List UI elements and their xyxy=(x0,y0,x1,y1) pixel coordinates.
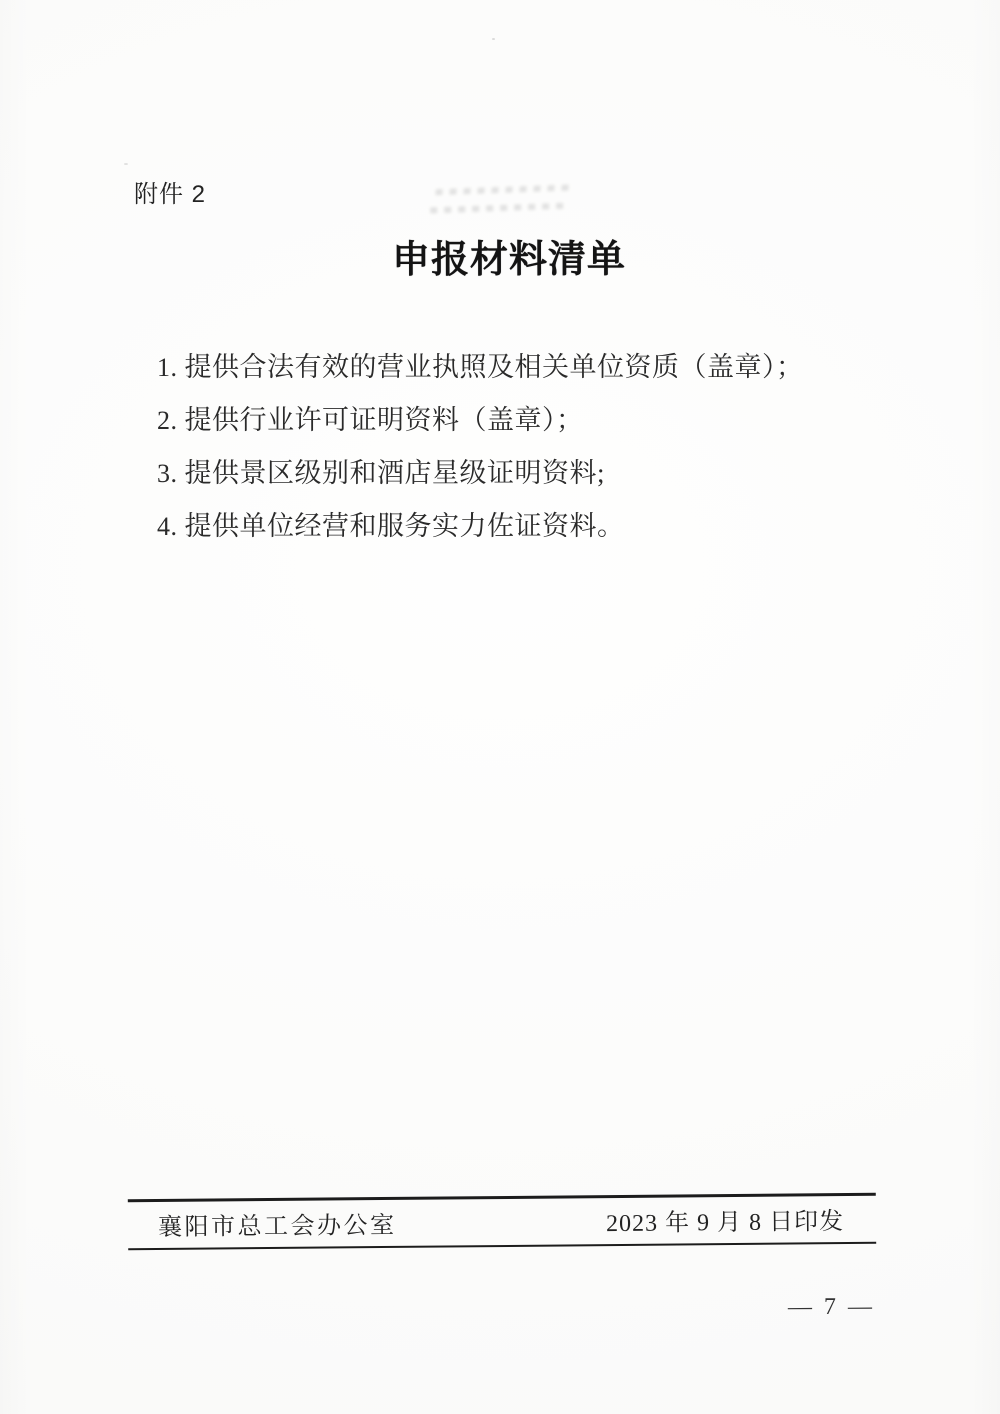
document-title: 申报材料清单 xyxy=(391,238,627,282)
list-item xyxy=(157,405,804,436)
scan-speck xyxy=(492,38,495,40)
footer-row xyxy=(128,1195,876,1248)
list-item-text: 提供合法有效的营业执照及相关单位资质（盖章）； xyxy=(184,352,804,382)
list-item-text: 提供行业许可证明资料（盖章）； xyxy=(184,405,584,435)
list-item-number: 1. xyxy=(157,353,178,382)
list-item xyxy=(157,352,804,383)
footer-block xyxy=(128,1193,876,1251)
attachment-label: 附件 2 xyxy=(134,181,207,208)
scan-speck xyxy=(124,163,128,165)
list-item-text: 提供景区级别和酒店星级证明资料; xyxy=(184,458,606,488)
materials-list xyxy=(157,352,804,564)
list-item xyxy=(157,511,804,542)
list-item-text: 提供单位经营和服务实力佐证资料。 xyxy=(184,511,625,541)
ink-bleed-smudge xyxy=(429,181,570,226)
print-date: 2023 年 9 月 8 日印发 xyxy=(605,1209,845,1238)
page-number: — 7 — xyxy=(787,1293,876,1321)
list-item xyxy=(157,458,804,489)
list-item-number: 4. xyxy=(157,512,178,541)
list-item-number: 3. xyxy=(157,459,178,488)
issuing-office: 襄阳市总工会办公室 xyxy=(157,1212,397,1242)
list-item-number: 2. xyxy=(157,406,178,435)
